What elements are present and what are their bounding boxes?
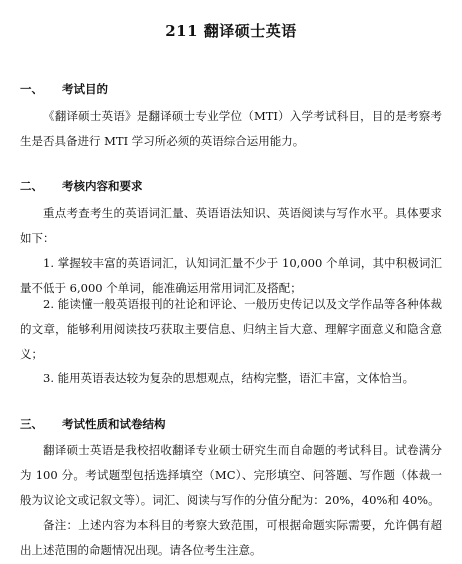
paragraph-structure: 翻译硕士英语是我校招收翻译专业硕士研究生而自命题的考试科目。试卷满分为 100 分。考试题型包括选择填空（MC）、完形填空、问答题、写作题（体裁一般为议论文或记叙文等）。词汇、阅读与写作的分值分配为：20%，40%和 40%。 xyxy=(20,443,442,507)
section-title: 考试目的 xyxy=(62,82,108,96)
section-number: 一、 xyxy=(20,82,43,96)
section-heading-content xyxy=(20,178,143,194)
section-number: 三、 xyxy=(20,417,43,431)
paragraph-content-intro: 重点考查考生的英语词汇量、英语语法知识、英语阅读与写作水平。具体要求如下： xyxy=(20,206,442,245)
paragraph-content-item-1: 1. 掌握较丰富的英语词汇，认知词汇量不少于 10,000 个单词，其中积极词汇量不低于 6,000 个单词，能准确运用常用词汇及搭配； xyxy=(20,256,442,295)
section-title: 考核内容和要求 xyxy=(62,179,143,193)
section-heading-purpose xyxy=(20,81,108,97)
document-title: 211 翻译硕士英语 xyxy=(165,22,297,40)
section-heading-structure xyxy=(20,416,166,432)
section-title: 考试性质和试卷结构 xyxy=(62,417,166,431)
section-number: 二、 xyxy=(20,179,43,193)
paragraph-content-item-3: 3. 能用英语表达较为复杂的思想观点，结构完整，语汇丰富，文体恰当。 xyxy=(43,371,415,385)
paragraph-note: 备注：上述内容为本科目的考察大致范围，可根据命题实际需要，允许偶有超出上述范围的命题情况出现。请各位考生注意。 xyxy=(20,518,442,557)
paragraph-content-item-2: 2. 能读懂一般英语报刊的社论和评论、一般历史传记以及文学作品等各种体裁的文章，能够利用阅读技巧获取主要信息、归纳主旨大意、理解字面意义和隐含意义； xyxy=(20,297,442,361)
paragraph-purpose: 《翻译硕士英语》是翻译硕士专业学位（MTI）入学考试科目，目的是考察考生是否具备进行 MTI 学习所必须的英语综合运用能力。 xyxy=(20,109,442,148)
